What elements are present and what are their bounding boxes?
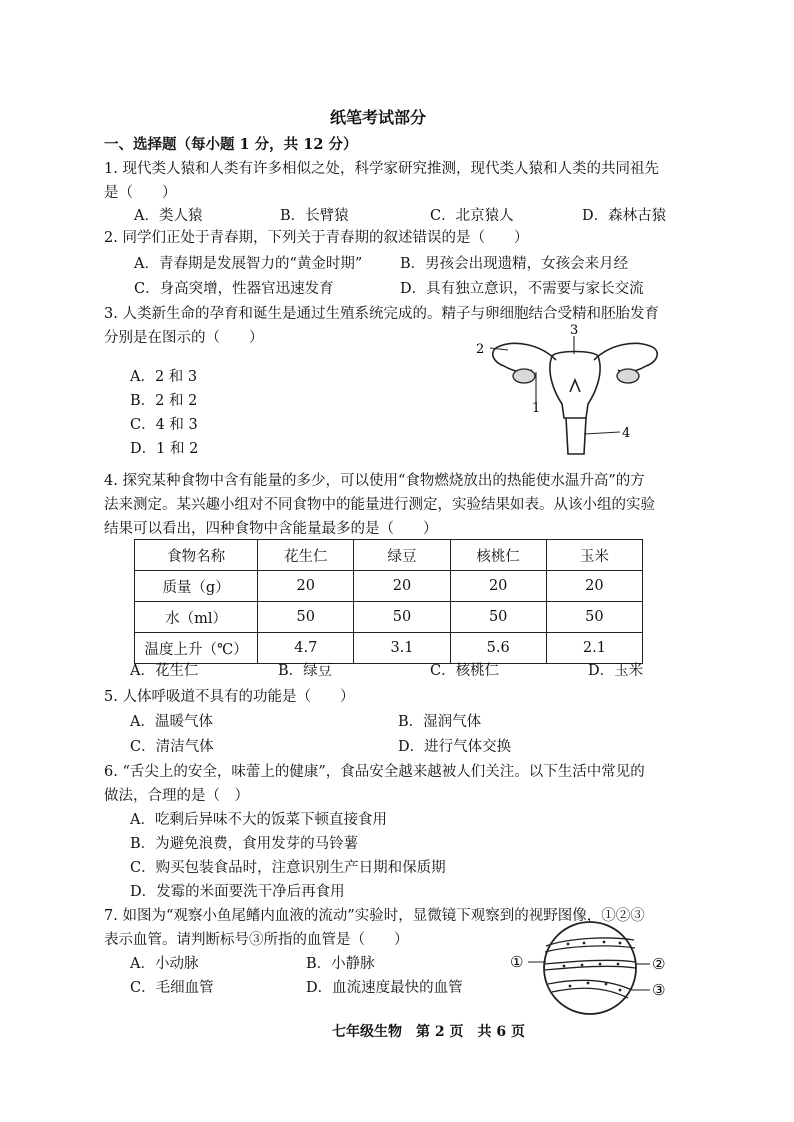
question-1-option-c: C．北京猿人 (430, 208, 514, 224)
table-cell: 4.7 (258, 633, 354, 664)
question-2-line-1: 2. 同学们正处于青春期，下列关于青春期的叙述错误的是（ ） (104, 230, 529, 246)
microscope-label-3: ③ (652, 981, 666, 999)
microscope-label-2: ② (652, 955, 666, 973)
table-cell: 50 (546, 602, 642, 633)
right-ovary-shape (617, 369, 639, 383)
table-header-cell: 核桃仁 (450, 540, 546, 571)
question-3-option-b: B．2 和 2 (130, 393, 198, 409)
question-2-option-a: A．青春期是发展智力的“黄金时期” (134, 256, 363, 272)
question-1-option-d: D．森林古猿 (582, 208, 667, 224)
page-footer: 七年级生物 第 2 页 共 6 页 (332, 1024, 525, 1040)
question-3-line-1: 3. 人类新生命的孕育和诞生是通过生殖系统完成的。精子与卵细胞结合受精和胚胎发育 (104, 306, 659, 322)
left-ovary-shape (513, 369, 535, 383)
question-3-option-a: A．2 和 3 (130, 369, 198, 385)
table-cell: 20 (258, 571, 354, 602)
table-cell: 20 (546, 571, 642, 602)
question-4-line-2: 法来测定。某兴趣小组对不同食物中的能量进行测定，实验结果如表。从该小组的实验 (104, 497, 655, 513)
uterus-diagram (470, 322, 680, 462)
page-title: 纸笔考试部分 (330, 108, 427, 127)
question-6-option-c: C．购买包装食品时，注意识别生产日期和保质期 (130, 860, 446, 876)
table-row (135, 633, 643, 664)
question-3-line-2: 分别是在图示的（ ） (104, 330, 264, 346)
question-7-line-2: 表示血管。请判断标号③所指的血管是（ ） (104, 932, 409, 948)
question-1-option-a: A．类人猿 (134, 208, 203, 224)
table-row (135, 602, 643, 633)
table-header-row (135, 540, 643, 571)
question-7-option-a: A．小动脉 (130, 956, 199, 972)
table-cell: 50 (354, 602, 450, 633)
table-cell: 温度上升（℃） (135, 633, 258, 664)
table-cell: 3.1 (354, 633, 450, 664)
question-5-option-d: D．进行气体交换 (398, 739, 512, 755)
question-4-option-c: C．核桃仁 (430, 663, 500, 679)
diagram-label-2: 2 (476, 342, 485, 357)
diagram-label-3: 3 (570, 323, 579, 338)
question-3-option-d: D．1 和 2 (130, 441, 199, 457)
question-1-line-1: 1. 现代类人猿和人类有许多相似之处，科学家研究推测，现代类人猿和人类的共同祖先 (104, 161, 659, 177)
section-heading: 一、选择题（每小题 1 分，共 12 分） (104, 136, 358, 153)
table-cell: 50 (258, 602, 354, 633)
question-4-option-b: B．绿豆 (278, 663, 333, 679)
question-5-line-1: 5. 人体呼吸道不具有的功能是（ ） (104, 689, 355, 705)
table-row (135, 571, 643, 602)
question-4-line-1: 4. 探究某种食物中含有能量的多少，可以使用“食物燃烧放出的热能使水温升高”的方 (104, 473, 645, 489)
food-energy-table (134, 539, 643, 664)
question-1-option-b: B．长臂猿 (280, 208, 349, 224)
question-4-option-d: D．玉米 (588, 663, 644, 679)
table-cell: 20 (450, 571, 546, 602)
question-1-line-2: 是（ ） (104, 185, 177, 201)
question-3-option-c: C．4 和 3 (130, 417, 198, 433)
question-2-option-d: D．具有独立意识，不需要与家长交流 (400, 281, 644, 297)
diagram-label-1: 1 (532, 401, 541, 416)
question-2-option-c: C．身高突增，性器官迅速发育 (134, 281, 334, 297)
diagram-label-4: 4 (622, 426, 631, 441)
table-header-cell: 玉米 (546, 540, 642, 571)
question-6-option-a: A．吃剩后异味不大的饭菜下顿直接食用 (130, 812, 387, 828)
microscope-view-diagram (508, 918, 688, 1018)
question-6-option-b: B．为避免浪费，食用发芽的马铃薯 (130, 836, 359, 852)
table-header-cell: 花生仁 (258, 540, 354, 571)
question-7-option-c: C．毛细血管 (130, 980, 214, 996)
question-5-option-a: A．温暖气体 (130, 714, 213, 730)
table-cell: 20 (354, 571, 450, 602)
question-6-option-d: D．发霉的米面要洗干净后再食用 (130, 884, 345, 900)
table-cell: 50 (450, 602, 546, 633)
question-5-option-c: C．清洁气体 (130, 739, 214, 755)
question-6-line-1: 6. “舌尖上的安全，味蕾上的健康”，食品安全越来越被人们关注。以下生活中常见的 (104, 764, 645, 780)
question-6-line-2: 做法，合理的是（ ） (104, 788, 249, 804)
microscope-label-1: ① (510, 953, 524, 971)
question-7-line-1: 7. 如图为“观察小鱼尾鳍内血液的流动”实验时，显微镜下观察到的视野图像，①②③ (104, 908, 645, 924)
table-cell: 2.1 (546, 633, 642, 664)
table-cell: 质量（g） (135, 571, 258, 602)
question-4-line-3: 结果可以看出，四种食物中含能量最多的是（ ） (104, 521, 438, 537)
table-header-cell: 绿豆 (354, 540, 450, 571)
table-cell: 水（ml） (135, 602, 258, 633)
table-cell: 5.6 (450, 633, 546, 664)
question-2-option-b: B．男孩会出现遗精，女孩会来月经 (400, 256, 629, 272)
question-5-option-b: B．湿润气体 (398, 714, 482, 730)
table-header-cell: 食物名称 (135, 540, 258, 571)
question-7-option-d: D．血流速度最快的血管 (306, 980, 463, 996)
question-7-option-b: B．小静脉 (306, 956, 375, 972)
question-4-option-a: A．花生仁 (130, 663, 199, 679)
